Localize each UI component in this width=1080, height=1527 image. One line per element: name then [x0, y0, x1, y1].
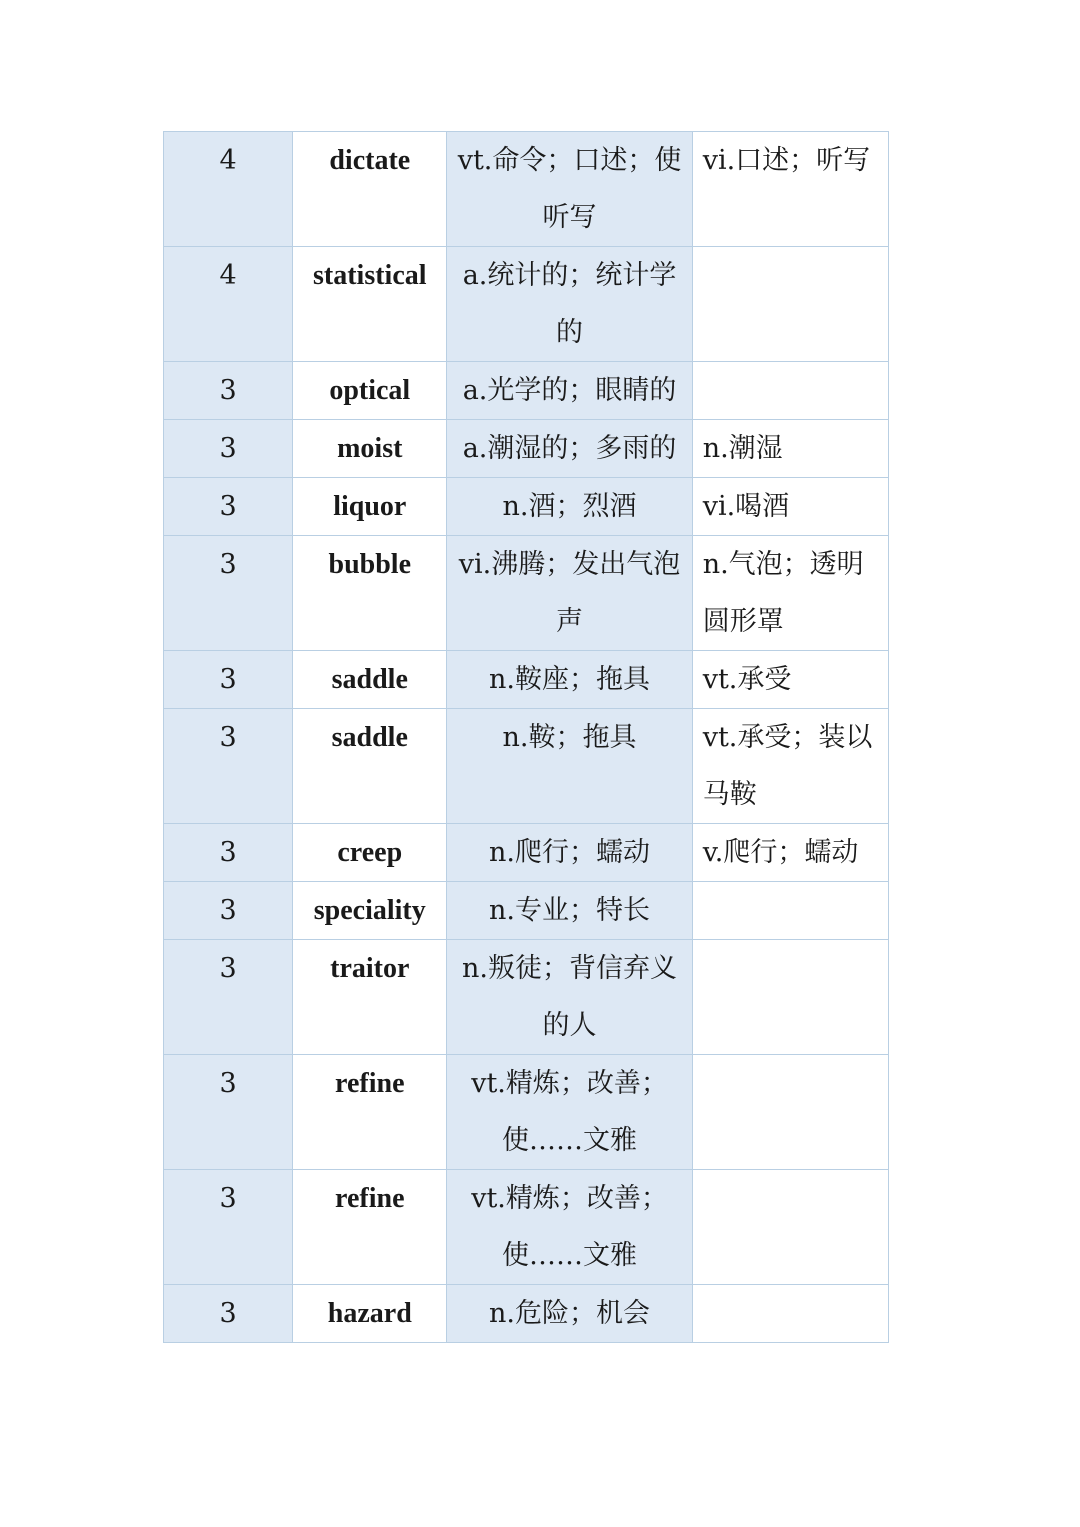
secondary-definition-cell: vt.承受；装以马鞍: [692, 709, 888, 824]
primary-definition-cell: vi.沸腾；发出气泡声: [447, 536, 692, 651]
frequency-cell: 3: [164, 1170, 293, 1285]
word-cell: speciality: [293, 882, 447, 940]
word-cell: optical: [293, 362, 447, 420]
primary-definition-cell: n.爬行；蠕动: [447, 824, 692, 882]
primary-definition-cell: a.统计的；统计学的: [447, 247, 692, 362]
table-row: [164, 940, 889, 1055]
frequency-cell: 4: [164, 132, 293, 247]
word-cell: dictate: [293, 132, 447, 247]
word-cell: hazard: [293, 1285, 447, 1343]
table-row: [164, 478, 889, 536]
primary-definition-cell: n.叛徒；背信弃义的人: [447, 940, 692, 1055]
table-row: [164, 651, 889, 709]
table-row: [164, 1285, 889, 1343]
frequency-cell: 4: [164, 247, 293, 362]
primary-definition-cell: n.鞍；拖具: [447, 709, 692, 824]
secondary-definition-cell: vt.承受: [692, 651, 888, 709]
secondary-definition-cell: n.气泡；透明圆形罩: [692, 536, 888, 651]
word-cell: liquor: [293, 478, 447, 536]
word-cell: moist: [293, 420, 447, 478]
word-cell: creep: [293, 824, 447, 882]
primary-definition-cell: n.酒；烈酒: [447, 478, 692, 536]
frequency-cell: 3: [164, 536, 293, 651]
table-row: [164, 247, 889, 362]
frequency-cell: 3: [164, 651, 293, 709]
frequency-cell: 3: [164, 420, 293, 478]
secondary-definition-cell: [692, 1055, 888, 1170]
word-cell: refine: [293, 1170, 447, 1285]
table-row: [164, 362, 889, 420]
word-cell: traitor: [293, 940, 447, 1055]
table-row: [164, 824, 889, 882]
frequency-cell: 3: [164, 1285, 293, 1343]
table-row: [164, 1170, 889, 1285]
table-row: [164, 709, 889, 824]
primary-definition-cell: a.光学的；眼睛的: [447, 362, 692, 420]
word-cell: saddle: [293, 651, 447, 709]
secondary-definition-cell: [692, 247, 888, 362]
secondary-definition-cell: [692, 1285, 888, 1343]
table-row: [164, 420, 889, 478]
table-row: [164, 536, 889, 651]
frequency-cell: 3: [164, 940, 293, 1055]
primary-definition-cell: vt.精炼；改善；使……文雅: [447, 1055, 692, 1170]
secondary-definition-cell: [692, 362, 888, 420]
word-cell: bubble: [293, 536, 447, 651]
table-row: [164, 1055, 889, 1170]
frequency-cell: 3: [164, 478, 293, 536]
primary-definition-cell: n.鞍座；拖具: [447, 651, 692, 709]
primary-definition-cell: a.潮湿的；多雨的: [447, 420, 692, 478]
frequency-cell: 3: [164, 1055, 293, 1170]
frequency-cell: 3: [164, 362, 293, 420]
frequency-cell: 3: [164, 882, 293, 940]
secondary-definition-cell: [692, 1170, 888, 1285]
secondary-definition-cell: [692, 882, 888, 940]
secondary-definition-cell: n.潮湿: [692, 420, 888, 478]
word-cell: statistical: [293, 247, 447, 362]
frequency-cell: 3: [164, 709, 293, 824]
secondary-definition-cell: vi.口述；听写: [692, 132, 888, 247]
primary-definition-cell: vt.精炼；改善；使……文雅: [447, 1170, 692, 1285]
word-cell: refine: [293, 1055, 447, 1170]
primary-definition-cell: n.危险；机会: [447, 1285, 692, 1343]
secondary-definition-cell: [692, 940, 888, 1055]
frequency-cell: 3: [164, 824, 293, 882]
secondary-definition-cell: vi.喝酒: [692, 478, 888, 536]
primary-definition-cell: n.专业；特长: [447, 882, 692, 940]
table-row: [164, 882, 889, 940]
primary-definition-cell: vt.命令；口述；使听写: [447, 132, 692, 247]
word-cell: saddle: [293, 709, 447, 824]
vocabulary-table: [163, 131, 889, 1343]
secondary-definition-cell: v.爬行；蠕动: [692, 824, 888, 882]
table-row: [164, 132, 889, 247]
